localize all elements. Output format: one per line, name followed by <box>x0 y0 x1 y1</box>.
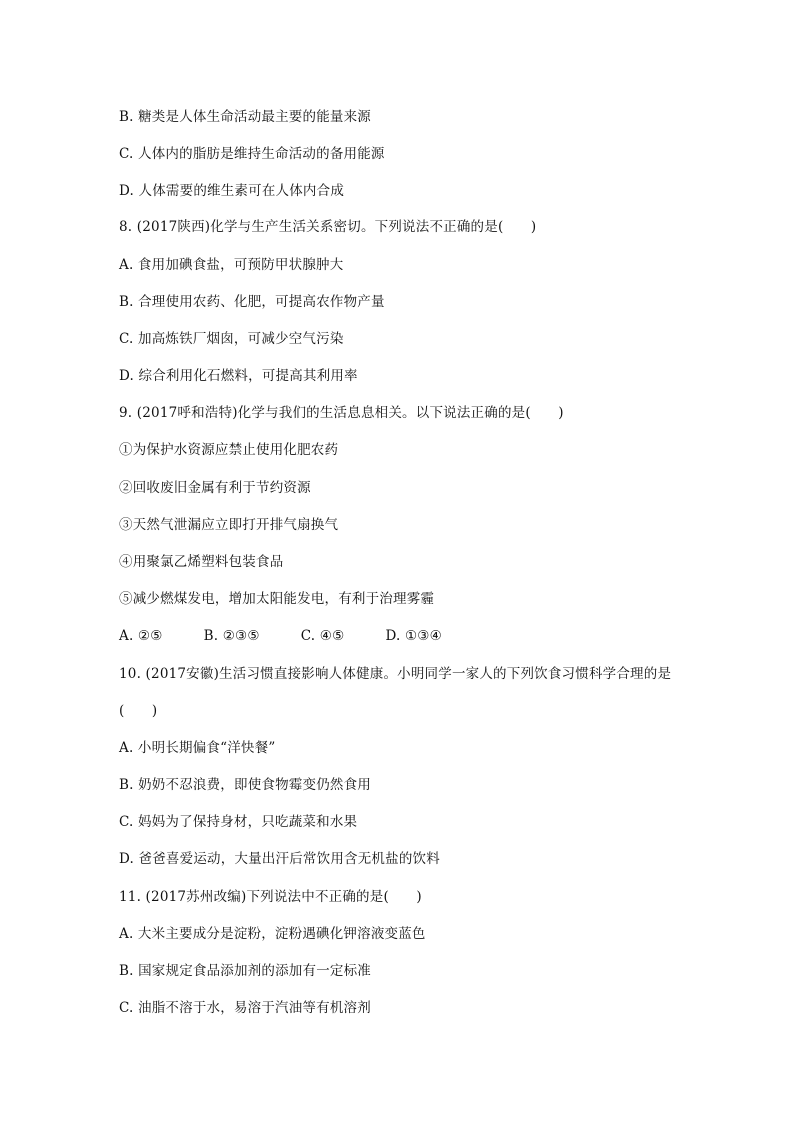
question-9: 9. (2017呼和浩特)化学与我们的生活息息相关。以下说法正确的是( ) <box>119 405 564 421</box>
q9-options: A. ②⑤ B. ②③⑤ C. ④⑤ D. ①③④ <box>119 628 442 644</box>
question-10: 10. (2017安徽)生活习惯直接影响人体健康。小明同学一家人的下列饮食习惯科学合理的是 <box>119 666 672 682</box>
question-10-answer-blank: ( ) <box>119 703 158 719</box>
q8-option-c: C. 加高炼铁厂烟囱，可减少空气污染 <box>119 331 344 347</box>
q11-option-a: A. 大米主要成分是淀粉，淀粉遇碘化钾溶液变蓝色 <box>119 926 426 942</box>
q9-statement-3: ③天然气泄漏应立即打开排气扇换气 <box>119 517 339 533</box>
q11-option-b: B. 国家规定食品添加剂的添加有一定标准 <box>119 963 372 979</box>
q7-option-d: D. 人体需要的维生素可在人体内合成 <box>119 183 345 199</box>
q9-statement-4: ④用聚氯乙烯塑料包装食品 <box>119 554 284 570</box>
q8-option-d: D. 综合利用化石燃料，可提高其利用率 <box>119 368 358 384</box>
question-11: 11. (2017苏州改编)下列说法中不正确的是( ) <box>119 889 422 905</box>
question-8: 8. (2017陕西)化学与生产生活关系密切。下列说法不正确的是( ) <box>119 219 537 235</box>
q11-option-c: C. 油脂不溶于水，易溶于汽油等有机溶剂 <box>119 1000 371 1016</box>
q8-option-b: B. 合理使用农药、化肥，可提高农作物产量 <box>119 294 385 310</box>
q8-option-a: A. 食用加碘食盐，可预防甲状腺肿大 <box>119 257 344 273</box>
q7-option-c: C. 人体内的脂肪是维持生命活动的备用能源 <box>119 146 385 162</box>
q9-statement-5: ⑤减少燃煤发电，增加太阳能发电，有利于治理雾霾 <box>119 591 435 607</box>
q9-statement-1: ①为保护水资源应禁止使用化肥农药 <box>119 442 339 458</box>
q10-option-d: D. 爸爸喜爱运动，大量出汗后常饮用含无机盐的饮料 <box>119 851 440 867</box>
q10-option-c: C. 妈妈为了保持身材，只吃蔬菜和水果 <box>119 814 358 830</box>
q10-option-a: A. 小明长期偏食“洋快餐” <box>119 740 276 756</box>
q10-option-b: B. 奶奶不忍浪费，即使食物霉变仍然食用 <box>119 777 372 793</box>
q9-statement-2: ②回收废旧金属有利于节约资源 <box>119 480 311 496</box>
q7-option-b: B. 糖类是人体生命活动最主要的能量来源 <box>119 109 372 125</box>
